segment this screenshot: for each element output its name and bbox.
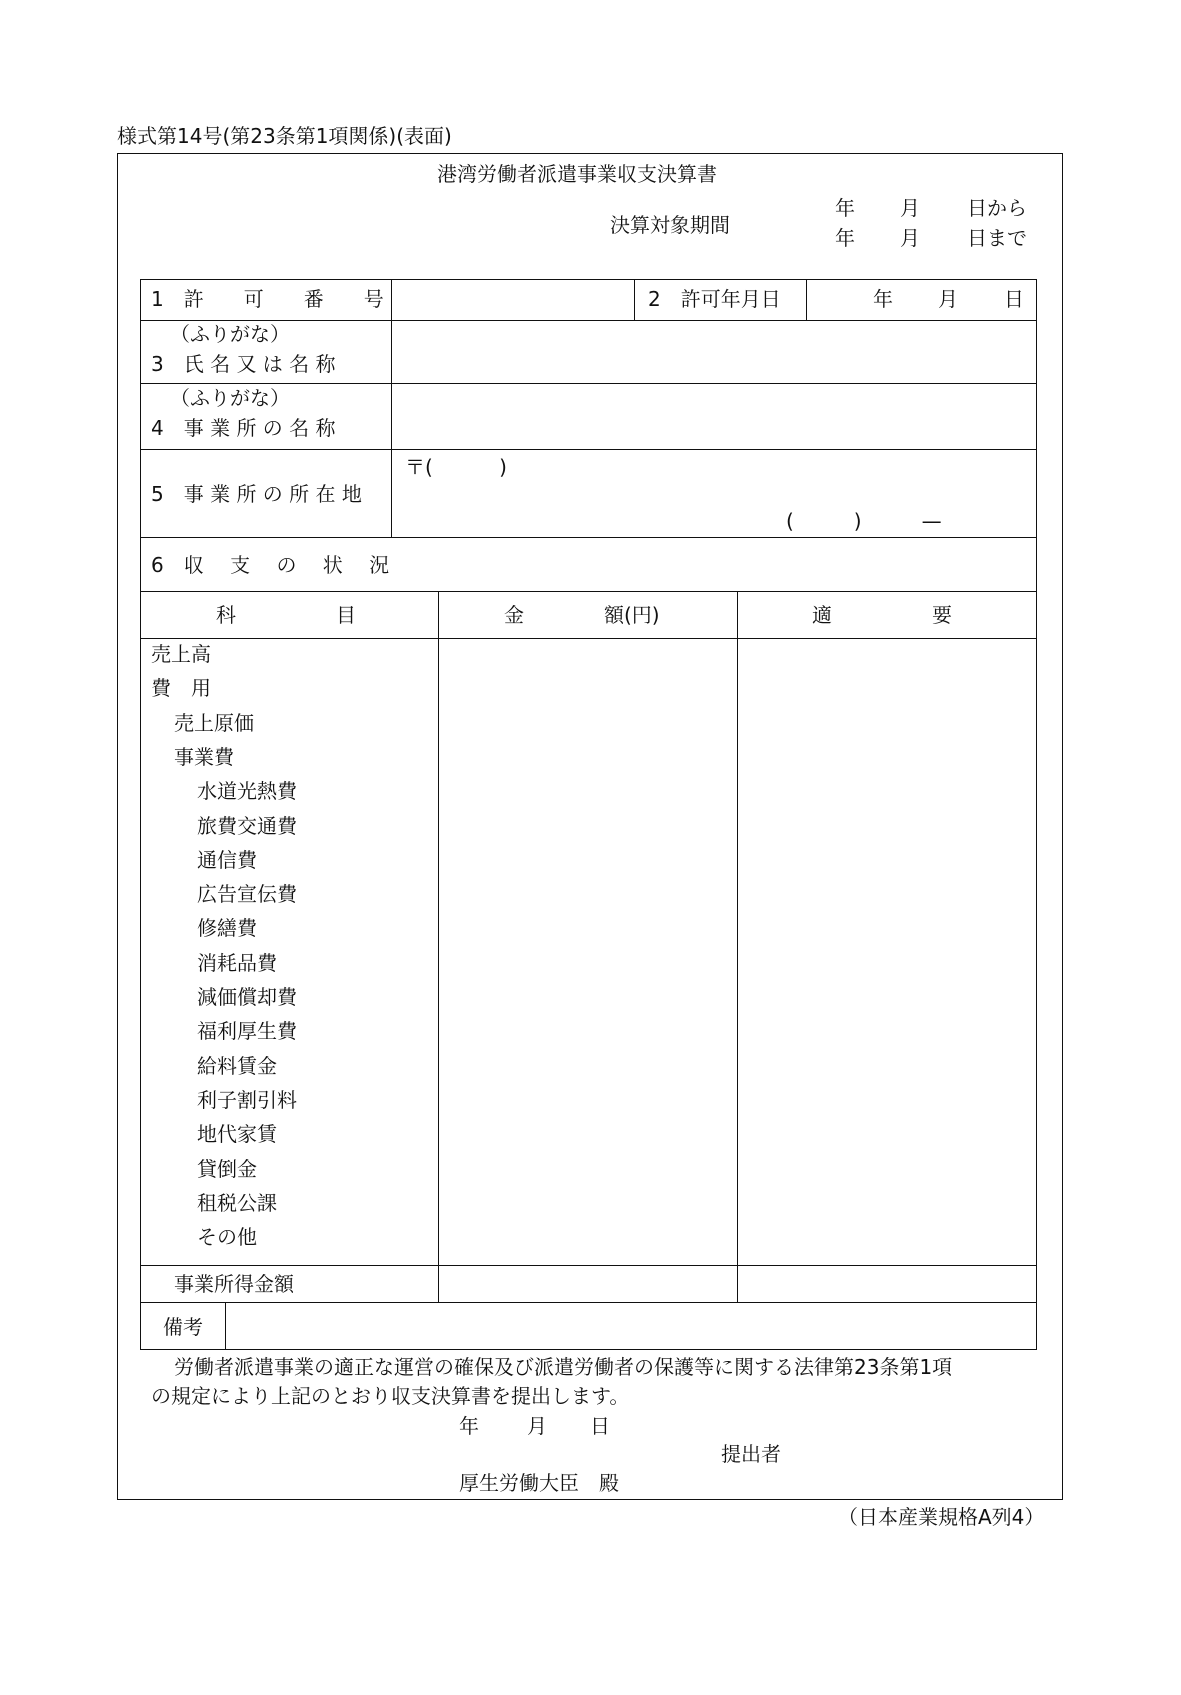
ledger-item: 福利厚生費 [197, 1019, 297, 1044]
phone-field[interactable]: ( ) — [786, 509, 942, 533]
period-from-day: 日から [967, 196, 1027, 220]
row-divider [140, 591, 1037, 592]
period-to-day: 日まで [967, 226, 1027, 250]
submission-day[interactable]: 日 [590, 1414, 610, 1438]
ledger-item: 給料賃金 [197, 1053, 277, 1078]
ledger-item: 地代家賃 [197, 1122, 277, 1147]
ledger-item: 売上原価 [174, 710, 254, 735]
permit-date-label: 2 許可年月日 [648, 287, 781, 311]
office-address-label: 5 事 業 所 の 所 在 地 [151, 482, 362, 506]
col-divider [634, 279, 635, 320]
form-title: 港湾労働者派遣事業収支決算書 [437, 162, 717, 186]
office-name-label: 4 事 業 所 の 名 称 [151, 416, 336, 440]
row-divider [140, 1265, 1037, 1266]
col-divider [806, 279, 807, 320]
submitter-label: 提出者 [721, 1442, 781, 1466]
ledger-item: 広告宣伝費 [197, 882, 297, 907]
name-label: 3 氏 名 又 は 名 称 [151, 352, 336, 376]
declaration-line1: 労働者派遣事業の適正な運営の確保及び派遣労働者の保護等に関する法律第23条第1項 [174, 1355, 953, 1379]
addressee: 厚生労働大臣 殿 [459, 1471, 619, 1495]
name-furigana-label: （ふりがな） [170, 322, 290, 346]
total-income-amount-field[interactable] [440, 1267, 736, 1301]
period-from-month: 月 [900, 196, 920, 220]
ledger-item: 売上高 [151, 642, 211, 666]
amount-column-field[interactable] [440, 640, 736, 1264]
permit-date-year[interactable]: 年 [873, 287, 893, 311]
permit-date-day[interactable]: 日 [1004, 287, 1024, 311]
ledger-item: 租税公課 [197, 1190, 277, 1215]
ledger-item: 貸倒金 [197, 1156, 257, 1181]
row-divider [140, 320, 1037, 321]
period-to-year: 年 [835, 226, 855, 250]
form-header: 様式第14号(第23条第1項関係)(表面) [117, 124, 452, 148]
permit-number-label: 1 許 可 番 号 [151, 287, 384, 311]
period-from-year: 年 [835, 196, 855, 220]
remarks-field[interactable] [227, 1304, 1035, 1348]
note-column-field[interactable] [739, 640, 1035, 1264]
period-to-month: 月 [900, 226, 920, 250]
ledger-item: 旅費交通費 [197, 813, 297, 838]
permit-number-field[interactable] [393, 281, 633, 319]
ledger-item: 消耗品費 [197, 950, 277, 975]
office-name-field[interactable] [393, 385, 1035, 448]
ledger-item: 費 用 [151, 676, 211, 701]
ledger-header-note: 適 要 [812, 603, 952, 627]
ledger-item: 水道光熱費 [197, 779, 297, 804]
ledger-item: 減価償却費 [197, 985, 297, 1009]
income-status-label: 6 収 支 の 状 況 [151, 553, 390, 577]
paper-size-note: （日本産業規格A列4） [838, 1505, 1045, 1529]
row-divider [140, 383, 1037, 384]
col-divider [225, 1302, 226, 1350]
ledger-item: 利子割引料 [197, 1087, 297, 1112]
name-field[interactable] [393, 322, 1035, 382]
period-label: 決算対象期間 [610, 213, 730, 237]
submission-month[interactable]: 月 [527, 1414, 547, 1438]
row-divider [140, 537, 1037, 538]
office-furigana-label: （ふりがな） [170, 386, 290, 410]
col-divider [391, 279, 392, 537]
col-divider [438, 591, 439, 1302]
submission-year[interactable]: 年 [459, 1414, 479, 1438]
ledger-item: 事業費 [174, 744, 234, 769]
ledger-header-subject: 科 目 [216, 603, 356, 627]
ledger-item: その他 [197, 1225, 257, 1250]
postal-code-field[interactable]: 〒( ) [405, 455, 507, 479]
ledger-item: 通信費 [197, 847, 257, 872]
col-divider [737, 591, 738, 1302]
row-divider [140, 1302, 1037, 1303]
ledger-item: 修繕費 [197, 916, 257, 941]
row-divider [140, 449, 1037, 450]
ledger-header-amount: 金 額(円) [504, 603, 660, 627]
permit-date-month[interactable]: 月 [938, 287, 958, 311]
declaration-line2: の規定により上記のとおり収支決算書を提出します。 [151, 1384, 630, 1408]
remarks-label: 備考 [163, 1315, 203, 1339]
row-divider [140, 638, 1037, 639]
total-income-label: 事業所得金額 [174, 1272, 294, 1296]
